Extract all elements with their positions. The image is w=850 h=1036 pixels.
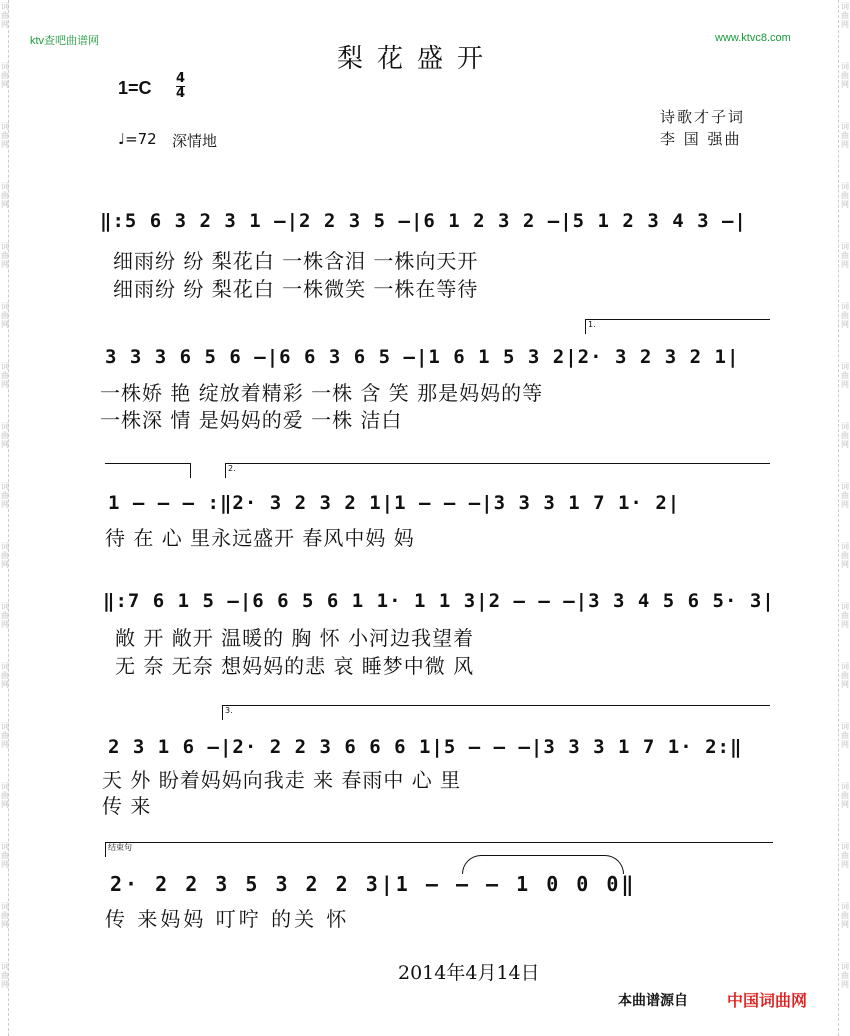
volta-1-continuation	[105, 463, 191, 478]
side-watermark-text: 词 曲 网	[841, 2, 849, 29]
side-watermark-text: 词 曲 网	[841, 182, 849, 209]
lyrics-line-6: 传 来妈妈 叮咛 的关 怀	[105, 907, 350, 931]
side-watermark-text: 词 曲 网	[1, 362, 9, 389]
side-watermark-text: 词 曲 网	[841, 302, 849, 329]
song-title: 梨花盛开	[337, 44, 498, 74]
lyrics-line-3: 待 在 心 里永远盛开 春风中妈 妈	[105, 526, 415, 550]
side-watermark-text: 词 曲 网	[1, 962, 9, 989]
notation-line-1: ‖:5 6 3 2 3 1 –|2 2 3 5 –|6 1 2 3 2 –|5 1 2 3 4 3 –|	[100, 210, 747, 232]
right-border	[838, 0, 840, 1036]
notation-line-2: 3 3 3 6 5 6 –|6 6 3 6 5 –|1 6 1 5 3 2|2· 3 2 3 2 1|	[105, 346, 740, 368]
side-watermark-text: 词 曲 网	[1, 602, 9, 629]
side-watermark-text: 词 曲 网	[841, 482, 849, 509]
expression-marking: 深情地	[172, 132, 218, 150]
side-watermark-text: 词 曲 网	[841, 542, 849, 569]
time-sig-bottom: 4	[176, 86, 186, 101]
lyricist-credit: 诗歌才子词	[660, 108, 746, 126]
side-watermark-text: 词 曲 网	[1, 842, 9, 869]
lyrics-line-5-verse-1: 天 外 盼着妈妈向我走 来 春雨中 心 里	[102, 768, 462, 792]
side-watermark-text: 词 曲 网	[841, 722, 849, 749]
key-signature: 1=C	[118, 78, 152, 98]
composer-credit: 李 国 强曲	[660, 130, 742, 148]
side-watermark-text: 词 曲 网	[841, 842, 849, 869]
side-watermark-text: 词 曲 网	[1, 662, 9, 689]
lyrics-line-5-verse-2: 传 来	[102, 794, 152, 818]
side-watermark-text: 词 曲 网	[1, 422, 9, 449]
notation-line-6: 2· 2 2 3 5 3 2 2 3|1 – – – 1 0 0 0‖	[110, 872, 637, 896]
side-watermark-text: 词 曲 网	[1, 542, 9, 569]
side-watermark-text: 词 曲 网	[841, 62, 849, 89]
source-label: 本曲谱源自	[618, 993, 688, 1009]
lyrics-line-2-verse-2: 一株深 情 是妈妈的爱 一株 洁白	[100, 408, 403, 432]
tempo-marking: ♩=72	[118, 130, 157, 148]
side-watermark-text: 词 曲 网	[1, 2, 9, 29]
side-watermark-text: 词 曲 网	[841, 962, 849, 989]
side-watermark-text: 词 曲 网	[841, 782, 849, 809]
side-watermark-text: 词 曲 网	[1, 782, 9, 809]
side-watermark-text: 词 曲 网	[841, 662, 849, 689]
time-signature	[176, 72, 185, 101]
notation-line-3: 1 – – – :‖2· 3 2 3 2 1|1 – – –|3 3 3 1 7 1· 2|	[108, 492, 681, 514]
side-watermark-text: 词 曲 网	[841, 902, 849, 929]
side-watermark-text: 词 曲 网	[841, 122, 849, 149]
ending-bracket: 结束句	[105, 842, 773, 857]
left-border	[8, 0, 10, 1036]
time-sig-top: 4	[176, 71, 186, 86]
lyrics-line-4-verse-1: 敞 开 敞开 温暖的 胸 怀 小河边我望着	[115, 626, 475, 650]
notation-line-4: ‖:7 6 1 5 –|6 6 5 6 1 1· 1 1 3|2 – – –|3 3 4 5 6 5· 3|	[103, 590, 775, 612]
lyrics-line-4-verse-2: 无 奈 无奈 想妈妈的悲 哀 睡梦中微 风	[115, 654, 475, 678]
volta-2: 2.	[225, 463, 770, 478]
side-watermark-text: 词 曲 网	[1, 182, 9, 209]
lyrics-line-1-verse-1: 细雨纷 纷 梨花白 一株含泪 一株向天开	[113, 249, 479, 273]
side-watermark-text: 词 曲 网	[1, 62, 9, 89]
lyrics-line-2-verse-1: 一株娇 艳 绽放着精彩 一株 含 笑 那是妈妈的等	[100, 381, 544, 405]
side-watermark-text: 词 曲 网	[1, 302, 9, 329]
side-watermark-text: 词 曲 网	[841, 422, 849, 449]
side-watermark-text: 词 曲 网	[1, 902, 9, 929]
side-watermark-text: 词 曲 网	[841, 242, 849, 269]
side-watermark-text: 词 曲 网	[841, 362, 849, 389]
source-site-link[interactable]: 中国词曲网	[727, 991, 808, 1010]
site-url-right[interactable]: www.ktvc8.com	[715, 32, 791, 44]
date-stamp: 2014年4月14日	[398, 962, 540, 984]
side-watermark-text: 词 曲 网	[1, 482, 9, 509]
volta-1: 1.	[585, 319, 770, 334]
lyrics-line-1-verse-2: 细雨纷 纷 梨花白 一株微笑 一株在等待	[113, 277, 479, 301]
side-watermark-text: 词 曲 网	[1, 242, 9, 269]
notation-line-5: 2 3 1 6 –|2· 2 2 3 6 6 6 1|5 – – –|3 3 3 1 7 1· 2:‖	[108, 736, 743, 758]
volta-3: 3.	[222, 705, 770, 720]
site-name-left[interactable]: ktv查吧曲谱网	[30, 35, 100, 47]
side-watermark-text: 词 曲 网	[1, 122, 9, 149]
side-watermark-text: 词 曲 网	[1, 722, 9, 749]
side-watermark-text: 词 曲 网	[841, 602, 849, 629]
